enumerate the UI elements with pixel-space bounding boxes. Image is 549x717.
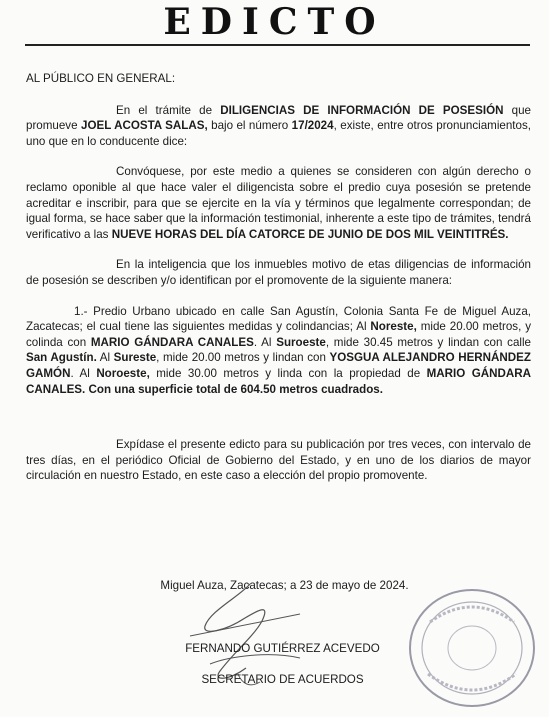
text-run: Convóquese, por este medio a quienes se consideren con algún derecho o reclamo oponible al que hace valer el diligencista sobre el predio cuya posesión se pretende acreditar e inscribir, para que se ejercite en la vía y términos que legalmente correspondan; de igual forma, se hace saber que la información testimonial, inherente a este tipo de trámites, tendrá verificativo a las — [26, 165, 531, 241]
text-run: Expídase el presente edicto para su publicación por tres veces, con intervalo de tres días, en el periódico Oficial de Gobierno del Estado, y en uno de los diarios de mayor circulación en nuestro Estado, en este caso a elección del propio promovente. — [26, 438, 531, 483]
bold-text-run: San Agustín. — [26, 351, 97, 365]
text-run: 1.- Predio Urbano ubicado en calle San Agustín, Colonia Santa Fe de Miguel Auza, Zacatecas; el cual tiene las siguientes medidas y colindancias; Al — [26, 304, 531, 334]
paragraph-description-intro — [26, 257, 531, 288]
document-body — [26, 71, 531, 499]
text-run: . Al — [253, 335, 277, 349]
paragraph-summons — [26, 164, 531, 242]
document-title: EDICTO — [163, 1, 386, 43]
bold-text-run: Con una superficie total de 604.50 metros cuadrados. — [88, 382, 383, 396]
signer-title: SECRETARIO DE ACUERDOS — [201, 673, 364, 686]
text-run: que promueve — [26, 103, 531, 133]
title-rule — [25, 44, 530, 46]
text-run: . Al — [70, 366, 97, 380]
text-run: mide 30.00 metros y linda con la propiedad de — [149, 366, 427, 380]
text-run: En la inteligencia que los inmuebles motivo de etas diligencias de información de posesión se describen y/o identifican por el promovente de la siguiente manera: — [26, 258, 531, 287]
bold-text-run: Sureste — [113, 351, 157, 365]
bold-text-run: NUEVE HORAS DEL DÍA CATORCE DE JUNIO DE DOS MIL VEINTITRÉS. — [111, 227, 509, 241]
text-run: bajo el número — [207, 119, 292, 133]
paragraph-property — [26, 304, 531, 398]
text-run: , mide 20.00 metros y lindan con — [156, 351, 330, 365]
bold-text-run: MARIO GÁNDARA CANALES — [90, 335, 254, 349]
bold-text-run: Suroeste — [276, 335, 326, 349]
text-run: , existe, entre otros pronunciamientos, uno que en lo conducente dice: — [26, 119, 531, 148]
text-run: mide 20.00 metros, y colinda con — [26, 320, 531, 349]
bold-text-run: 17/2024 — [291, 119, 334, 133]
salutation: AL PÚBLICO EN GENERAL: — [26, 72, 176, 85]
bold-text-run: YOSGUA ALEJANDRO HERNÁNDEZ GAMÓN — [26, 351, 531, 380]
paragraph-publication — [26, 437, 531, 484]
official-seal-stamp — [400, 582, 540, 710]
bold-text-run: DILIGENCIAS DE INFORMACIÓN DE POSESIÓN — [220, 103, 504, 117]
bold-text-run: JOEL ACOSTA SALAS, — [81, 119, 208, 133]
signer-name: FERNANDO GUTIÉRREZ ACEVEDO — [185, 642, 380, 655]
bold-text-run: MARIO GÁNDARA CANALES. — [26, 366, 531, 396]
bold-text-run: Noroeste, — [96, 366, 150, 380]
text-run: Al — [96, 351, 114, 365]
text-run: En el trámite de — [116, 103, 221, 117]
place-date: Miguel Auza, Zacatecas; a 23 de mayo de 2024. — [160, 579, 409, 592]
paragraph-procedure — [26, 103, 531, 150]
bold-text-run: Noreste, — [370, 320, 417, 334]
text-run: , mide 30.45 metros y lindan con calle — [325, 335, 532, 349]
